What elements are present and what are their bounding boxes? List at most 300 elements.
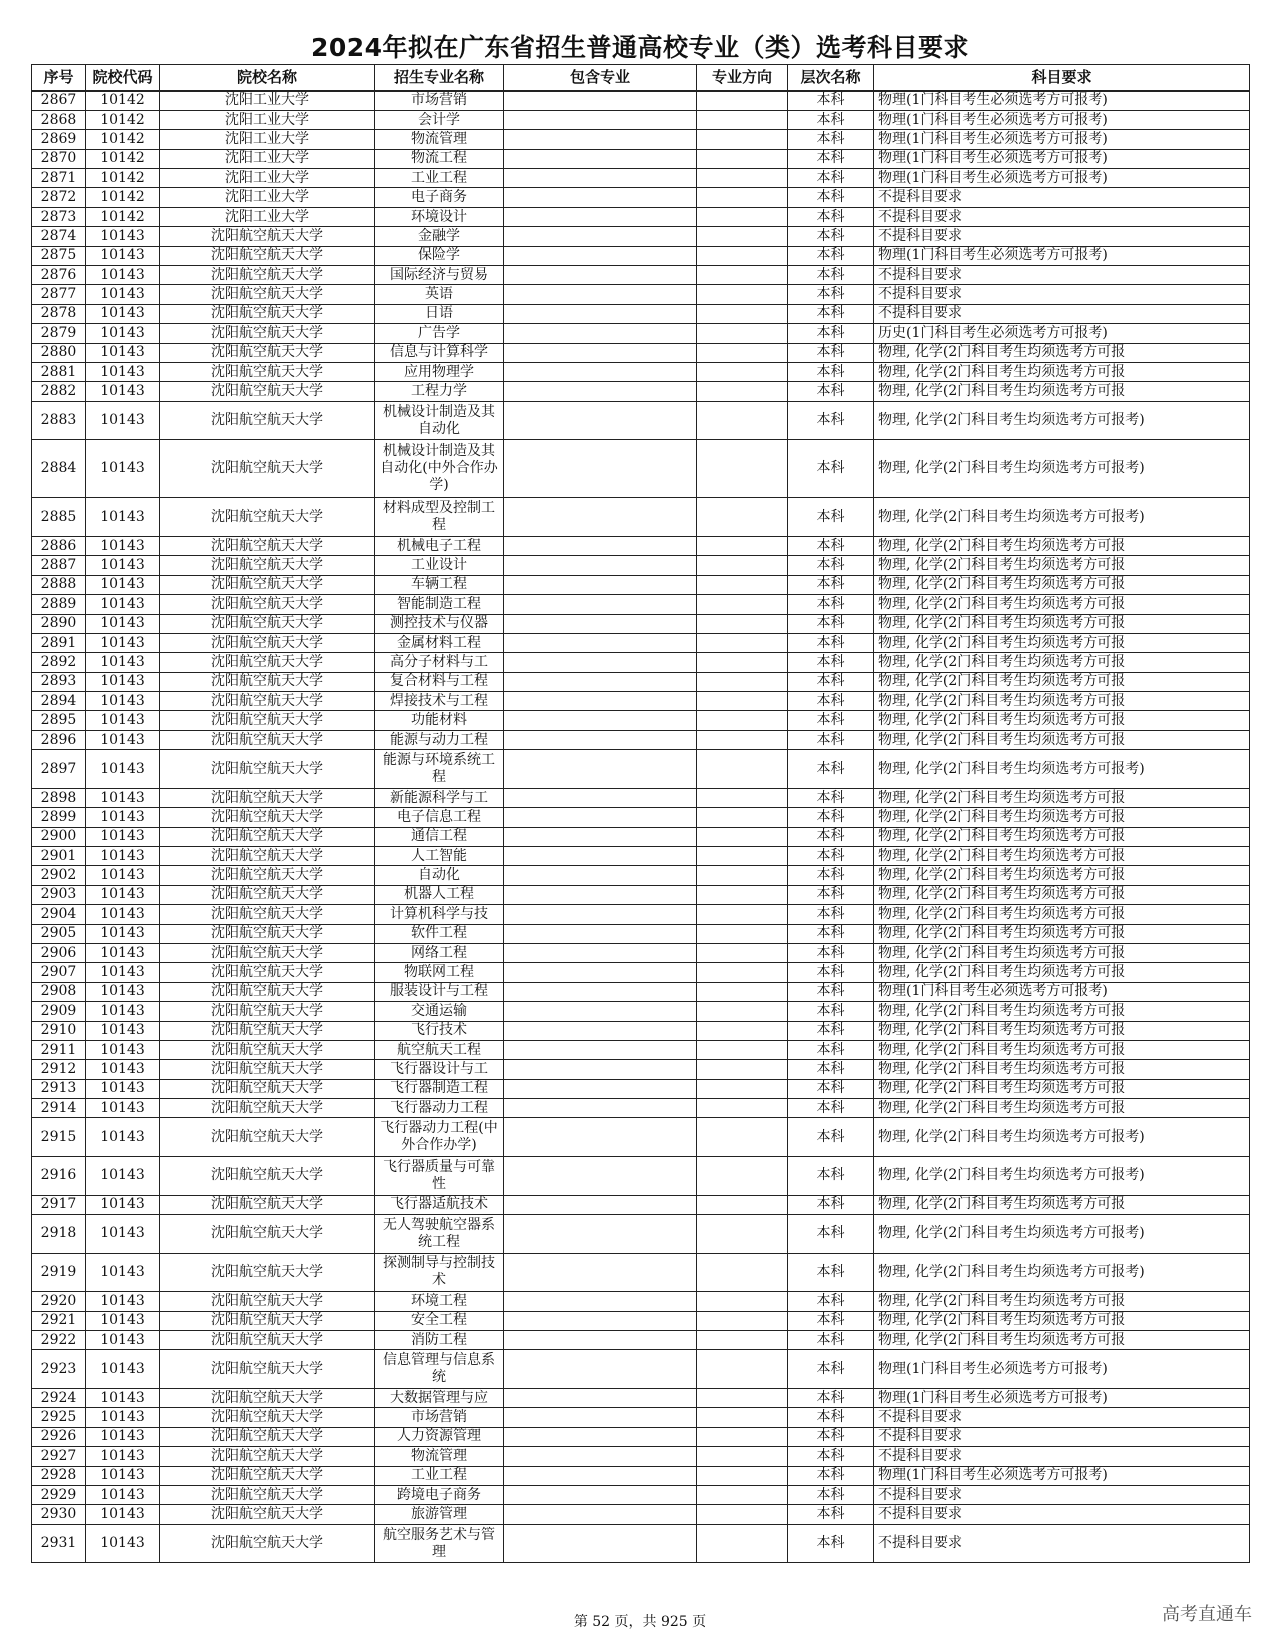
cell-school-code: 10143 <box>86 711 160 730</box>
cell-index: 2910 <box>32 1021 86 1040</box>
cell-index: 2916 <box>32 1157 86 1196</box>
table-row <box>32 885 1250 904</box>
cell-index: 2892 <box>32 653 86 672</box>
cell-major-name: 车辆工程 <box>375 575 504 594</box>
cell-included-majors <box>504 440 697 498</box>
cell-school-name: 沈阳航空航天大学 <box>160 1505 375 1524</box>
cell-major-name: 飞行器设计与工 <box>375 1060 504 1079</box>
header-index: 序号 <box>32 65 86 92</box>
cell-school-name: 沈阳航空航天大学 <box>160 1389 375 1408</box>
cell-included-majors <box>504 1524 697 1563</box>
cell-direction <box>697 1408 788 1427</box>
cell-direction <box>697 943 788 962</box>
cell-school-code: 10143 <box>86 1466 160 1485</box>
cell-level: 本科 <box>788 130 874 149</box>
cell-index: 2915 <box>32 1118 86 1157</box>
cell-direction <box>697 556 788 575</box>
cell-index: 2876 <box>32 266 86 285</box>
cell-included-majors <box>504 1485 697 1504</box>
cell-level: 本科 <box>788 440 874 498</box>
cell-direction <box>697 149 788 168</box>
cell-direction <box>697 1253 788 1292</box>
cell-direction <box>697 1447 788 1466</box>
cell-level: 本科 <box>788 905 874 924</box>
cell-school-code: 10143 <box>86 982 160 1001</box>
brand-watermark: 高考直通车 <box>1162 1604 1252 1625</box>
cell-major-name: 新能源科学与工 <box>375 788 504 807</box>
cell-school-code: 10143 <box>86 266 160 285</box>
cell-index: 2928 <box>32 1466 86 1485</box>
cell-school-name: 沈阳航空航天大学 <box>160 1215 375 1254</box>
cell-included-majors <box>504 1079 697 1098</box>
cell-direction <box>697 711 788 730</box>
cell-index: 2912 <box>32 1060 86 1079</box>
cell-school-code: 10143 <box>86 536 160 555</box>
table-row <box>32 285 1250 304</box>
table-row <box>32 866 1250 885</box>
table-row <box>32 1331 1250 1350</box>
cell-level: 本科 <box>788 1079 874 1098</box>
cell-school-name: 沈阳工业大学 <box>160 91 375 110</box>
cell-school-code: 10143 <box>86 1002 160 1021</box>
cell-direction <box>697 304 788 323</box>
cell-index: 2893 <box>32 672 86 691</box>
cell-subject-requirement: 物理, 化学(2门科目考生均须选考方可报 <box>874 1002 1250 1021</box>
cell-index: 2895 <box>32 711 86 730</box>
cell-direction <box>697 1002 788 1021</box>
cell-major-name: 软件工程 <box>375 924 504 943</box>
cell-subject-requirement: 物理, 化学(2门科目考生均须选考方可报考) <box>874 1215 1250 1254</box>
cell-level: 本科 <box>788 1389 874 1408</box>
cell-school-name: 沈阳航空航天大学 <box>160 556 375 575</box>
table-row <box>32 304 1250 323</box>
cell-subject-requirement: 不提科目要求 <box>874 227 1250 246</box>
table-row <box>32 633 1250 652</box>
cell-included-majors <box>504 1195 697 1214</box>
cell-subject-requirement: 物理, 化学(2门科目考生均须选考方可报 <box>874 1292 1250 1311</box>
cell-index: 2870 <box>32 149 86 168</box>
cell-level: 本科 <box>788 1157 874 1196</box>
cell-direction <box>697 1292 788 1311</box>
cell-level: 本科 <box>788 1408 874 1427</box>
cell-level: 本科 <box>788 110 874 129</box>
table-row <box>32 1427 1250 1446</box>
cell-school-code: 10143 <box>86 595 160 614</box>
cell-school-code: 10143 <box>86 498 160 537</box>
cell-index: 2877 <box>32 285 86 304</box>
cell-level: 本科 <box>788 556 874 575</box>
cell-school-code: 10143 <box>86 1389 160 1408</box>
cell-school-code: 10143 <box>86 1311 160 1330</box>
cell-included-majors <box>504 1447 697 1466</box>
cell-direction <box>697 1311 788 1330</box>
cell-school-name: 沈阳航空航天大学 <box>160 827 375 846</box>
table-row <box>32 188 1250 207</box>
cell-included-majors <box>504 595 697 614</box>
cell-included-majors <box>504 1157 697 1196</box>
table-row <box>32 130 1250 149</box>
cell-subject-requirement: 物理, 化学(2门科目考生均须选考方可报 <box>874 847 1250 866</box>
table-row <box>32 575 1250 594</box>
cell-major-name: 计算机科学与技 <box>375 905 504 924</box>
cell-included-majors <box>504 149 697 168</box>
cell-subject-requirement: 不提科目要求 <box>874 1447 1250 1466</box>
cell-index: 2903 <box>32 885 86 904</box>
cell-included-majors <box>504 324 697 343</box>
cell-level: 本科 <box>788 963 874 982</box>
cell-major-name: 工业工程 <box>375 1466 504 1485</box>
cell-major-name: 环境设计 <box>375 207 504 226</box>
cell-direction <box>697 866 788 885</box>
cell-direction <box>697 1331 788 1350</box>
cell-school-name: 沈阳航空航天大学 <box>160 692 375 711</box>
cell-subject-requirement: 物理, 化学(2门科目考生均须选考方可报 <box>874 362 1250 381</box>
cell-included-majors <box>504 866 697 885</box>
cell-level: 本科 <box>788 304 874 323</box>
cell-major-name: 飞行器动力工程 <box>375 1099 504 1118</box>
table-row <box>32 1215 1250 1254</box>
cell-level: 本科 <box>788 536 874 555</box>
cell-direction <box>697 536 788 555</box>
cell-level: 本科 <box>788 1002 874 1021</box>
table-row <box>32 924 1250 943</box>
cell-level: 本科 <box>788 1447 874 1466</box>
cell-subject-requirement: 物理, 化学(2门科目考生均须选考方可报考) <box>874 440 1250 498</box>
cell-direction <box>697 692 788 711</box>
cell-school-name: 沈阳航空航天大学 <box>160 575 375 594</box>
cell-major-name: 飞行技术 <box>375 1021 504 1040</box>
table-row <box>32 788 1250 807</box>
cell-school-code: 10143 <box>86 401 160 440</box>
cell-subject-requirement: 不提科目要求 <box>874 304 1250 323</box>
cell-level: 本科 <box>788 672 874 691</box>
cell-index: 2869 <box>32 130 86 149</box>
cell-major-name: 飞行器制造工程 <box>375 1079 504 1098</box>
cell-level: 本科 <box>788 498 874 537</box>
cell-school-name: 沈阳航空航天大学 <box>160 1350 375 1389</box>
cell-direction <box>697 207 788 226</box>
cell-direction <box>697 924 788 943</box>
cell-included-majors <box>504 1021 697 1040</box>
cell-index: 2878 <box>32 304 86 323</box>
cell-level: 本科 <box>788 285 874 304</box>
cell-school-code: 10143 <box>86 1099 160 1118</box>
cell-school-code: 10143 <box>86 827 160 846</box>
table-row <box>32 905 1250 924</box>
cell-school-name: 沈阳航空航天大学 <box>160 1040 375 1059</box>
header-school-code: 院校代码 <box>86 65 160 92</box>
cell-school-name: 沈阳航空航天大学 <box>160 1021 375 1040</box>
cell-school-name: 沈阳工业大学 <box>160 169 375 188</box>
table-row <box>32 536 1250 555</box>
cell-index: 2885 <box>32 498 86 537</box>
cell-major-name: 服装设计与工程 <box>375 982 504 1001</box>
cell-school-name: 沈阳航空航天大学 <box>160 1118 375 1157</box>
cell-direction <box>697 91 788 110</box>
cell-school-code: 10143 <box>86 1331 160 1350</box>
table-row <box>32 1060 1250 1079</box>
cell-included-majors <box>504 130 697 149</box>
cell-subject-requirement: 物理, 化学(2门科目考生均须选考方可报 <box>874 1331 1250 1350</box>
cell-index: 2882 <box>32 382 86 401</box>
cell-school-name: 沈阳航空航天大学 <box>160 982 375 1001</box>
cell-included-majors <box>504 575 697 594</box>
cell-school-name: 沈阳航空航天大学 <box>160 1524 375 1563</box>
cell-school-code: 10143 <box>86 1350 160 1389</box>
table-row <box>32 1524 1250 1563</box>
cell-direction <box>697 827 788 846</box>
cell-direction <box>697 1427 788 1446</box>
cell-index: 2924 <box>32 1389 86 1408</box>
cell-level: 本科 <box>788 943 874 962</box>
cell-direction <box>697 963 788 982</box>
cell-index: 2902 <box>32 866 86 885</box>
cell-school-code: 10143 <box>86 1427 160 1446</box>
cell-school-name: 沈阳航空航天大学 <box>160 401 375 440</box>
cell-subject-requirement: 物理, 化学(2门科目考生均须选考方可报 <box>874 963 1250 982</box>
cell-subject-requirement: 物理, 化学(2门科目考生均须选考方可报 <box>874 943 1250 962</box>
cell-school-code: 10143 <box>86 1485 160 1504</box>
cell-included-majors <box>504 1505 697 1524</box>
cell-level: 本科 <box>788 847 874 866</box>
cell-subject-requirement: 不提科目要求 <box>874 1524 1250 1563</box>
cell-subject-requirement: 物理(1门科目考生必须选考方可报考) <box>874 110 1250 129</box>
header-direction: 专业方向 <box>697 65 788 92</box>
cell-major-name: 物联网工程 <box>375 963 504 982</box>
cell-school-name: 沈阳航空航天大学 <box>160 1060 375 1079</box>
cell-major-name: 航空航天工程 <box>375 1040 504 1059</box>
cell-school-code: 10143 <box>86 1021 160 1040</box>
cell-level: 本科 <box>788 149 874 168</box>
table-row <box>32 266 1250 285</box>
cell-subject-requirement: 物理(1门科目考生必须选考方可报考) <box>874 169 1250 188</box>
cell-school-name: 沈阳航空航天大学 <box>160 1099 375 1118</box>
cell-school-name: 沈阳航空航天大学 <box>160 285 375 304</box>
cell-major-name: 广告学 <box>375 324 504 343</box>
cell-index: 2889 <box>32 595 86 614</box>
cell-direction <box>697 324 788 343</box>
cell-school-name: 沈阳工业大学 <box>160 149 375 168</box>
cell-school-name: 沈阳航空航天大学 <box>160 1427 375 1446</box>
cell-level: 本科 <box>788 1040 874 1059</box>
table-row <box>32 1040 1250 1059</box>
cell-school-code: 10143 <box>86 963 160 982</box>
cell-school-code: 10143 <box>86 847 160 866</box>
cell-included-majors <box>504 1389 697 1408</box>
cell-index: 2901 <box>32 847 86 866</box>
cell-school-name: 沈阳航空航天大学 <box>160 943 375 962</box>
cell-school-code: 10143 <box>86 362 160 381</box>
cell-level: 本科 <box>788 1118 874 1157</box>
cell-school-code: 10143 <box>86 905 160 924</box>
cell-included-majors <box>504 1002 697 1021</box>
cell-school-code: 10143 <box>86 1215 160 1254</box>
cell-major-name: 英语 <box>375 285 504 304</box>
cell-direction <box>697 1079 788 1098</box>
cell-major-name: 自动化 <box>375 866 504 885</box>
cell-school-code: 10143 <box>86 788 160 807</box>
cell-index: 2890 <box>32 614 86 633</box>
cell-index: 2897 <box>32 750 86 789</box>
cell-level: 本科 <box>788 595 874 614</box>
cell-major-name: 消防工程 <box>375 1331 504 1350</box>
cell-school-code: 10143 <box>86 246 160 265</box>
cell-major-name: 航空服务艺术与管理 <box>375 1524 504 1563</box>
cell-major-name: 飞行器质量与可靠性 <box>375 1157 504 1196</box>
cell-major-name: 会计学 <box>375 110 504 129</box>
cell-subject-requirement: 物理, 化学(2门科目考生均须选考方可报 <box>874 1079 1250 1098</box>
cell-level: 本科 <box>788 827 874 846</box>
table-row <box>32 963 1250 982</box>
cell-school-name: 沈阳航空航天大学 <box>160 1466 375 1485</box>
cell-subject-requirement: 物理(1门科目考生必须选考方可报考) <box>874 246 1250 265</box>
cell-subject-requirement: 物理, 化学(2门科目考生均须选考方可报 <box>874 536 1250 555</box>
cell-index: 2884 <box>32 440 86 498</box>
table-row <box>32 343 1250 362</box>
cell-level: 本科 <box>788 614 874 633</box>
cell-level: 本科 <box>788 1311 874 1330</box>
page-footer: 第 52 页，共 925 页 <box>573 1614 707 1630</box>
cell-school-code: 10143 <box>86 692 160 711</box>
cell-school-code: 10142 <box>86 207 160 226</box>
cell-school-code: 10143 <box>86 440 160 498</box>
cell-subject-requirement: 物理, 化学(2门科目考生均须选考方可报 <box>874 653 1250 672</box>
header-subject-requirement: 科目要求 <box>874 65 1250 92</box>
cell-level: 本科 <box>788 885 874 904</box>
cell-index: 2868 <box>32 110 86 129</box>
cell-school-code: 10143 <box>86 575 160 594</box>
cell-school-code: 10142 <box>86 149 160 168</box>
cell-index: 2906 <box>32 943 86 962</box>
cell-subject-requirement: 物理, 化学(2门科目考生均须选考方可报考) <box>874 401 1250 440</box>
cell-index: 2867 <box>32 91 86 110</box>
cell-index: 2881 <box>32 362 86 381</box>
table-row <box>32 1350 1250 1389</box>
cell-subject-requirement: 不提科目要求 <box>874 285 1250 304</box>
cell-included-majors <box>504 1311 697 1330</box>
cell-included-majors <box>504 110 697 129</box>
cell-subject-requirement: 物理, 化学(2门科目考生均须选考方可报考) <box>874 1118 1250 1157</box>
cell-subject-requirement: 物理, 化学(2门科目考生均须选考方可报 <box>874 711 1250 730</box>
cell-included-majors <box>504 343 697 362</box>
cell-index: 2875 <box>32 246 86 265</box>
requirements-table <box>31 64 1250 1563</box>
cell-level: 本科 <box>788 711 874 730</box>
cell-level: 本科 <box>788 1195 874 1214</box>
table-row <box>32 750 1250 789</box>
cell-school-code: 10143 <box>86 343 160 362</box>
table-row <box>32 1021 1250 1040</box>
table-row <box>32 1099 1250 1118</box>
cell-direction <box>697 1350 788 1389</box>
table-row <box>32 401 1250 440</box>
cell-level: 本科 <box>788 1350 874 1389</box>
cell-school-code: 10143 <box>86 1505 160 1524</box>
cell-included-majors <box>504 207 697 226</box>
cell-major-name: 市场营销 <box>375 91 504 110</box>
cell-school-name: 沈阳航空航天大学 <box>160 905 375 924</box>
table-header-row <box>32 65 1250 92</box>
cell-school-code: 10142 <box>86 130 160 149</box>
cell-included-majors <box>504 556 697 575</box>
table-row <box>32 1157 1250 1196</box>
cell-direction <box>697 343 788 362</box>
cell-index: 2874 <box>32 227 86 246</box>
cell-school-code: 10143 <box>86 1195 160 1214</box>
table-row <box>32 692 1250 711</box>
cell-major-name: 工业设计 <box>375 556 504 575</box>
cell-major-name: 智能制造工程 <box>375 595 504 614</box>
cell-subject-requirement: 物理, 化学(2门科目考生均须选考方可报 <box>874 866 1250 885</box>
cell-subject-requirement: 物理(1门科目考生必须选考方可报考) <box>874 130 1250 149</box>
cell-school-name: 沈阳航空航天大学 <box>160 362 375 381</box>
cell-school-code: 10143 <box>86 382 160 401</box>
cell-included-majors <box>504 827 697 846</box>
table-row <box>32 730 1250 749</box>
cell-major-name: 飞行器动力工程(中外合作办学) <box>375 1118 504 1157</box>
cell-index: 2900 <box>32 827 86 846</box>
cell-index: 2918 <box>32 1215 86 1254</box>
cell-included-majors <box>504 1408 697 1427</box>
cell-subject-requirement: 物理(1门科目考生必须选考方可报考) <box>874 1389 1250 1408</box>
cell-direction <box>697 1466 788 1485</box>
cell-index: 2926 <box>32 1427 86 1446</box>
cell-subject-requirement: 不提科目要求 <box>874 1505 1250 1524</box>
cell-included-majors <box>504 614 697 633</box>
cell-major-name: 飞行器适航技术 <box>375 1195 504 1214</box>
cell-level: 本科 <box>788 362 874 381</box>
cell-direction <box>697 266 788 285</box>
cell-level: 本科 <box>788 575 874 594</box>
table-row <box>32 556 1250 575</box>
cell-subject-requirement: 物理, 化学(2门科目考生均须选考方可报考) <box>874 498 1250 537</box>
table-row <box>32 982 1250 1001</box>
cell-direction <box>697 498 788 537</box>
cell-included-majors <box>504 246 697 265</box>
cell-school-name: 沈阳航空航天大学 <box>160 847 375 866</box>
cell-school-code: 10142 <box>86 169 160 188</box>
cell-direction <box>697 362 788 381</box>
cell-school-code: 10143 <box>86 304 160 323</box>
cell-direction <box>697 169 788 188</box>
cell-school-name: 沈阳航空航天大学 <box>160 595 375 614</box>
cell-subject-requirement: 物理, 化学(2门科目考生均须选考方可报 <box>874 343 1250 362</box>
cell-included-majors <box>504 1040 697 1059</box>
table-row <box>32 1311 1250 1330</box>
cell-index: 2909 <box>32 1002 86 1021</box>
cell-subject-requirement: 物理(1门科目考生必须选考方可报考) <box>874 1350 1250 1389</box>
cell-subject-requirement: 物理, 化学(2门科目考生均须选考方可报 <box>874 672 1250 691</box>
cell-direction <box>697 227 788 246</box>
table-row <box>32 169 1250 188</box>
cell-school-code: 10143 <box>86 1040 160 1059</box>
cell-level: 本科 <box>788 1021 874 1040</box>
header-major-name: 招生专业名称 <box>375 65 504 92</box>
cell-subject-requirement: 不提科目要求 <box>874 1427 1250 1446</box>
cell-index: 2891 <box>32 633 86 652</box>
cell-index: 2927 <box>32 1447 86 1466</box>
cell-major-name: 通信工程 <box>375 827 504 846</box>
cell-major-name: 焊接技术与工程 <box>375 692 504 711</box>
cell-level: 本科 <box>788 1524 874 1563</box>
page-title: 2024年拟在广东省招生普通高校专业（类）选考科目要求 <box>310 33 970 62</box>
cell-school-name: 沈阳航空航天大学 <box>160 498 375 537</box>
cell-direction <box>697 1389 788 1408</box>
cell-index: 2905 <box>32 924 86 943</box>
cell-school-code: 10143 <box>86 750 160 789</box>
cell-school-name: 沈阳工业大学 <box>160 207 375 226</box>
cell-direction <box>697 653 788 672</box>
